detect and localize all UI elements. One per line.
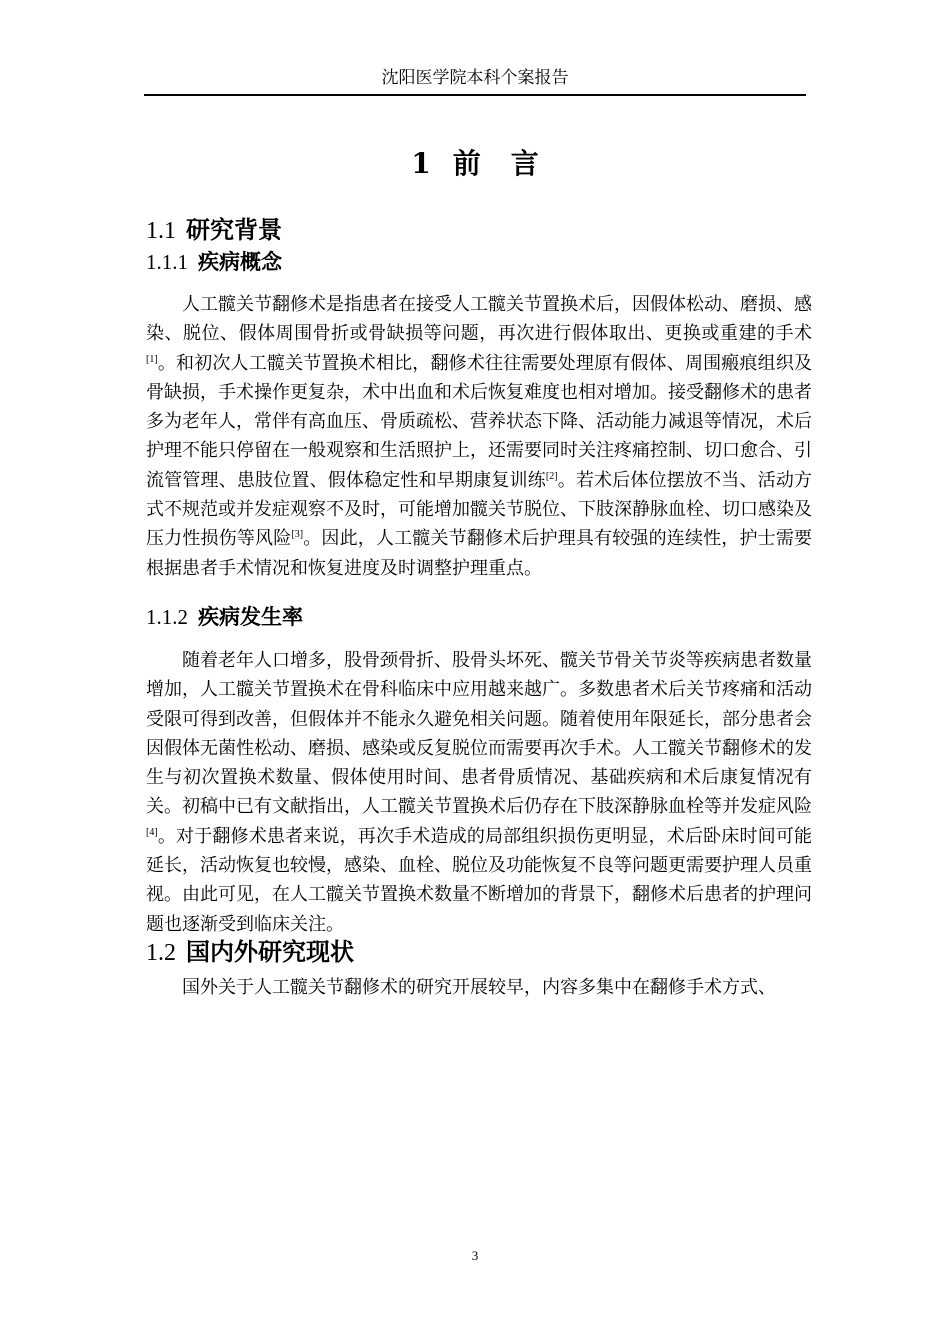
section-title: 国内外研究现状 — [186, 938, 354, 966]
page-number: 3 — [471, 1248, 479, 1263]
section-heading-1-1-2 — [146, 602, 303, 632]
paragraph-text: 。若术后体位摆放不当、活动方式不规范或并发症观察不及时，可能增加髋关节脱位、下肢深静脉血栓、切口感染及压力性损伤等风险 — [146, 469, 813, 550]
citation-marker: [1] — [146, 353, 158, 365]
paragraph-incidence — [146, 646, 812, 939]
section-number: 1.2 — [146, 940, 176, 966]
paragraph-text: 。对于翻修术患者来说，再次手术造成的局部组织损伤更明显，术后卧床时间可能延长，活动恢复也较慢，感染、血栓、脱位及功能恢复不良等问题更需要护理人员重视。由此可见，在人工髋关节置换术数量不断增加的背景下，翻修术后患者的护理问题也逐渐受到临床关注。 — [146, 825, 812, 935]
section-heading-1-2 — [146, 936, 354, 969]
section-number: 1.1 — [146, 218, 176, 244]
running-header: 沈阳医学院本科个案报告 — [381, 68, 569, 88]
section-heading-1-1 — [146, 214, 282, 247]
chapter-title — [0, 144, 950, 184]
section-heading-1-1-1 — [146, 247, 282, 277]
section-number: 1.1.2 — [146, 605, 188, 629]
paragraph-text: 随着老年人口增多，股骨颈骨折、股骨头坏死、髋关节骨关节炎等疾病患者数量增加，人工髋关节置换术在骨科临床中应用越来越广。多数患者术后关节疼痛和活动受限可得到改善，但假体并不能永久避免相关问题。随着使用年限延长，部分患者会因假体无菌性松动、磨损、感染或反复脱位而需要再次手术。人工髋关节翻修术的发生与初次置换术数量、假体使用时间、患者骨质情况、基础疾病和术后康复情况有关。初稿中已有文献指出，人工髋关节置换术后仍存在下肢深静脉血栓等并发症风险 — [146, 650, 812, 818]
paragraph-text: 国外关于人工髋关节翻修术的研究开展较早，内容多集中在翻修手术方式、 — [182, 977, 776, 998]
citation-marker: [4] — [146, 826, 158, 838]
section-title: 研究背景 — [186, 216, 282, 244]
section-title: 疾病概念 — [198, 250, 282, 274]
chapter-number: 1 — [411, 147, 431, 180]
paragraph-text: 人工髋关节翻修术是指患者在接受人工髋关节置换术后，因假体松动、磨损、感染、脱位、假体周围骨折或骨缺损等问题，再次进行假体取出、更换或重建的手术 — [146, 294, 812, 345]
paragraph-text: 。因此，人工髋关节翻修术后护理具有较强的连续性，护士需要根据患者手术情况和恢复进度及时调整护理重点。 — [146, 528, 812, 579]
paragraph-text: 。和初次人工髋关节置换术相比，翻修术往往需要处理原有假体、周围瘢痕组织及骨缺损，手术操作更复杂，术中出血和术后恢复难度也相对增加。接受翻修术的患者多为老年人，常伴有高血压、骨质疏松、营养状态下降、活动能力减退等情况，术后护理不能只停留在一般观察和生活照护上，还需要同时关注疼痛控制、切口愈合、引流管管理、患肢位置、假体稳定性和早期康复训练 — [146, 352, 812, 491]
citation-marker: [2] — [545, 470, 558, 482]
citation-marker: [3] — [291, 529, 304, 541]
section-number: 1.1.1 — [146, 250, 188, 274]
paragraph-disease-concept — [146, 290, 812, 583]
section-title: 疾病发生率 — [198, 605, 303, 629]
chapter-title-word-1: 前 — [452, 147, 481, 180]
paragraph-research-status — [146, 973, 812, 1002]
chapter-title-word-2: 言 — [510, 147, 539, 180]
header-rule — [144, 94, 806, 96]
